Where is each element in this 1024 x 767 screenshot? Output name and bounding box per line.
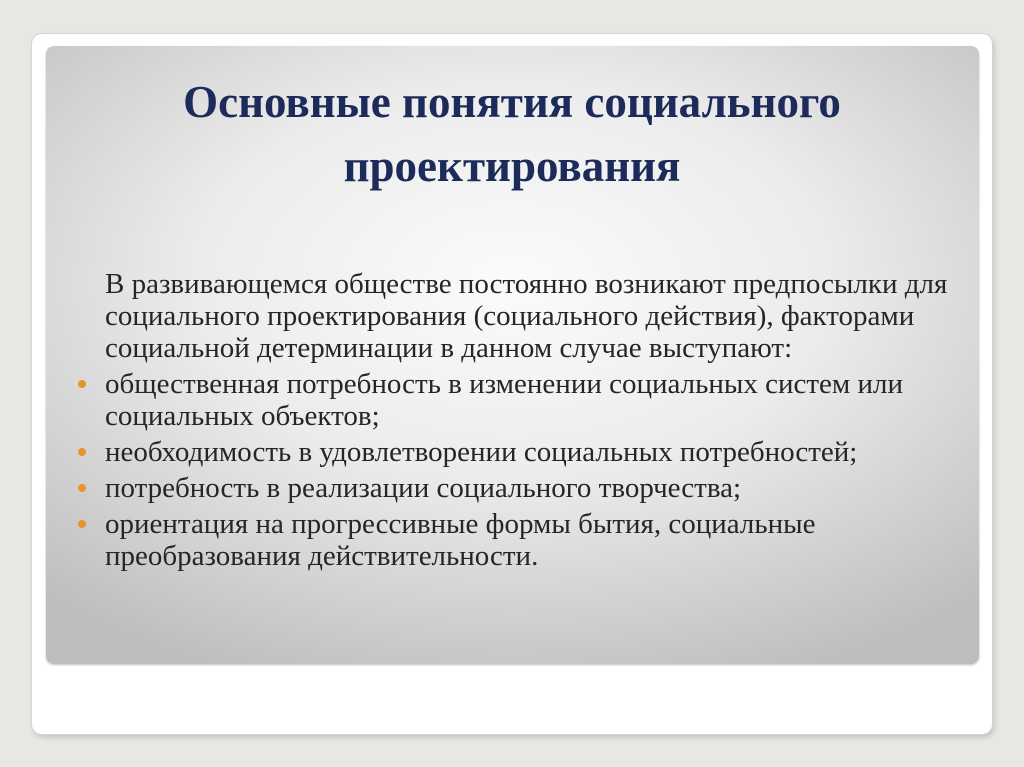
slide-title [0, 70, 1024, 198]
bullet-dot-icon [78, 448, 86, 456]
bullet-item [78, 368, 968, 432]
bullet-text: общественная потребность в изменении социальных систем или социальных объектов; [105, 368, 904, 432]
slide-body [78, 268, 968, 576]
bullet-text: необходимость в удовлетворении социальных потребностей; [105, 436, 858, 468]
bullet-dot-icon [78, 380, 86, 388]
bullet-text: потребность в реализации социального творчества; [105, 472, 742, 504]
bullet-dot-icon [78, 520, 86, 528]
intro-text: В развивающемся обществе постоянно возникают предпосылки для социального проектирования (социального действия), факторами социальной детерминации в данном случае выступают: [105, 268, 948, 364]
bullet-item [78, 436, 968, 468]
slide-title-line-1: Основные понятия социального [183, 77, 841, 127]
bullet-text: ориентация на прогрессивные формы бытия, социальные преобразования действительности. [105, 508, 816, 572]
bullet-item [78, 472, 968, 504]
bullet-item [78, 508, 968, 572]
bullet-dot-icon [78, 484, 86, 492]
slide-title-line-2: проектирования [343, 141, 681, 191]
intro-paragraph [78, 268, 968, 364]
bullet-list [78, 368, 968, 572]
